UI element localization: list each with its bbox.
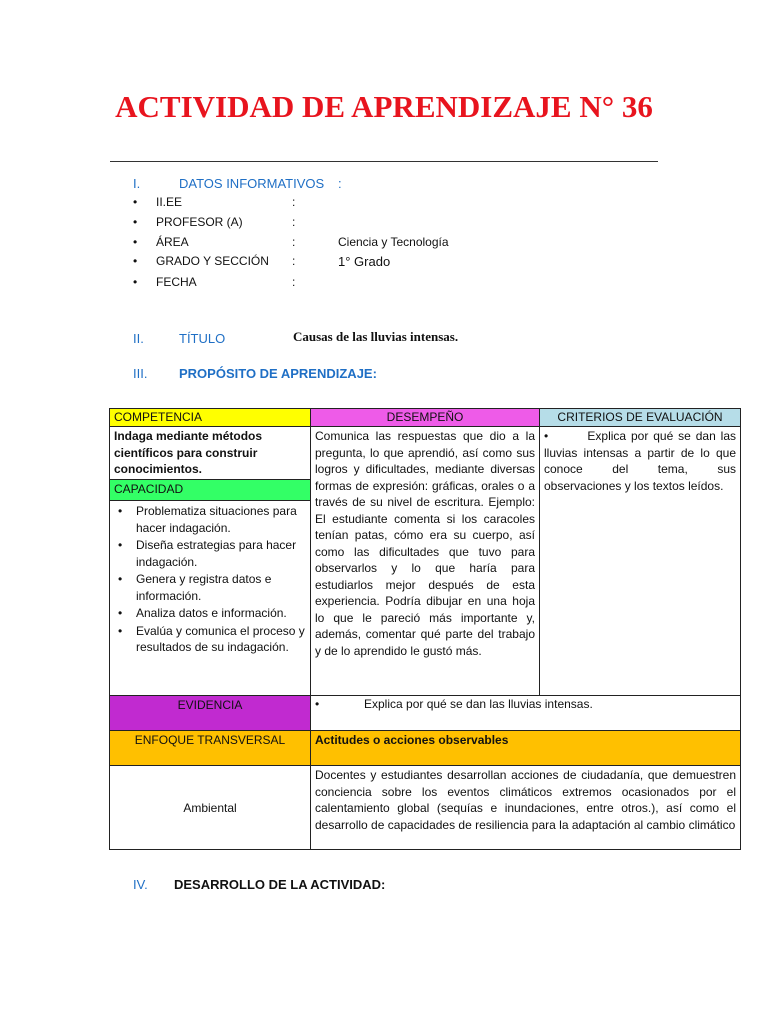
info-label: II.EE [156,195,183,209]
info-label: ÁREA [156,235,189,249]
info-colon: : [292,195,296,209]
bullet: • [133,275,138,289]
bullet: • [133,254,138,268]
competencia-text: Indaga mediante métodos científicos para construir conocimientos. [109,426,311,480]
info-value: Ciencia y Tecnología [338,235,449,249]
info-colon: : [292,235,296,249]
info-label: GRADO Y SECCIÓN [156,254,269,268]
capacidades-cell [109,500,311,696]
section-number-proposito: III. [133,366,148,381]
capacidades-list [114,503,306,656]
list-item: • Genera y registra datos e información. [114,571,306,604]
section-number-datos: I. [133,176,141,191]
list-item: • Analiza datos e información. [114,605,306,622]
enfoque-value: Ambiental [109,765,311,850]
section-label-datos: DATOS INFORMATIVOS [179,176,325,191]
section-colon-datos: : [338,176,342,191]
section-label-desarrollo: DESARROLLO DE LA ACTIVIDAD: [174,877,386,892]
desempeno-text: Comunica las respuestas que dio a la pregunta, lo que aprendió, así como sus logros y dificultades, mediante diversas formas de expresión: gráficas, orales o a través de su nivel de escritura. Ejemplo: El estudiante comenta si los caracoles tenían patas, cómo era su cuerpo, así como las dificultades que tuvo para observarlos y lo que haría para estudiarlos mejor después de esta experiencia. Podría dibujar en una hoja lo que le pareció más importante y, además, comentar qué parte del trabajo y de lo aprendido le gustó más. [310,426,540,696]
learning-purpose-table [109,408,741,850]
info-label: PROFESOR (A) [156,215,243,229]
list-item: • Problematiza situaciones para hacer indagación. [114,503,306,536]
bullet: • [544,429,549,443]
section-label-proposito: PROPÓSITO DE APRENDIZAJE: [179,366,377,381]
section-number-titulo: II. [133,331,144,346]
evidencia-text: Explica por qué se dan las lluvias intensas. [364,697,593,711]
bullet: • [133,215,138,229]
title-divider [110,161,658,162]
header-capacidad: CAPACIDAD [109,479,311,501]
bullet: • [133,235,138,249]
list-item: • Evalúa y comunica el proceso y resultados de su indagación. [114,623,306,656]
criterio-cell [539,426,741,696]
section-number-desarrollo: IV. [133,877,148,892]
page-title: ACTIVIDAD DE APRENDIZAJE N° 36 [115,89,653,124]
info-colon: : [292,254,296,268]
header-enfoque: ENFOQUE TRANSVERSAL [109,730,311,766]
header-evidencia: EVIDENCIA [109,695,311,731]
section-label-titulo: TÍTULO [179,331,226,346]
header-actitudes: Actitudes o acciones observables [310,730,741,766]
evidencia-cell [310,695,741,731]
actitudes-text: Docentes y estudiantes desarrollan acciones de ciudadanía, que demuestren conciencia sobre los eventos climáticos extremos ocasionados por el calentamiento global (sequías e inundaciones, entre otros.), así como el desarrollo de capacidades de resiliencia para la adaptación al cambio climático [310,765,741,850]
info-colon: : [292,215,296,229]
info-colon: : [292,275,296,289]
info-value: 1° Grado [338,254,391,269]
header-competencia: COMPETENCIA [109,408,311,427]
bullet: • [133,195,138,209]
header-criterios: CRITERIOS DE EVALUACIÓN [539,408,741,427]
activity-title-value: Causas de las lluvias intensas. [293,329,459,344]
list-item: • Diseña estrategias para hacer indagación. [114,537,306,570]
header-desempeno: DESEMPEÑO [310,408,540,427]
criterio-text: Explica por qué se dan las lluvias intensas a partir de lo que conoce del tema, sus observaciones y los textos leídos. [544,429,736,493]
info-label: FECHA [156,275,197,289]
bullet: • [315,697,320,711]
